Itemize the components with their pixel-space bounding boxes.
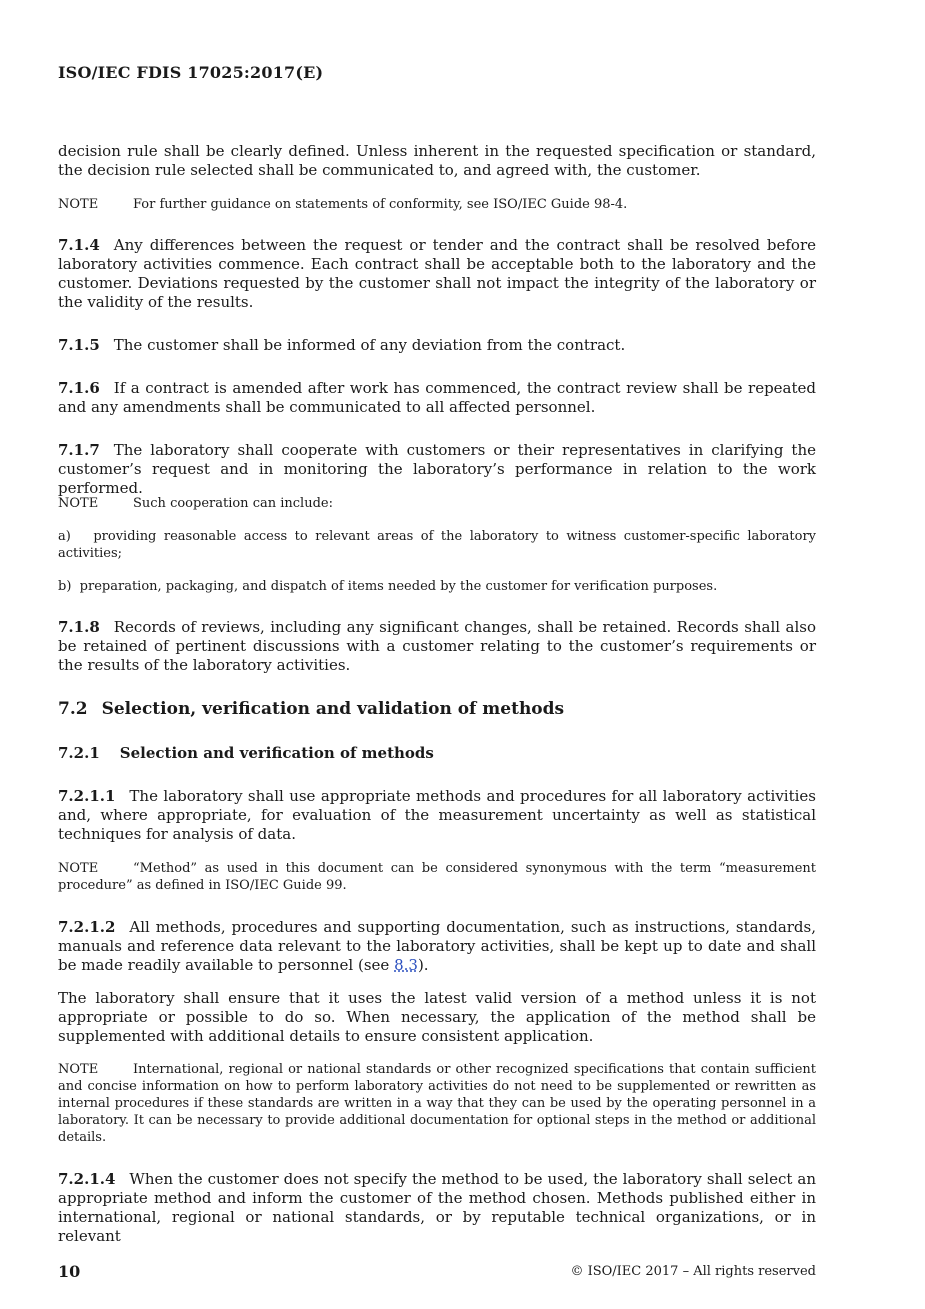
note-method: [58, 860, 816, 894]
note-conformity: [58, 196, 816, 213]
heading-7-2-1: [58, 744, 434, 762]
clause-7-1-6: [58, 379, 816, 417]
note-label: NOTE: [58, 197, 99, 212]
clause-7-2-1-2: [58, 918, 816, 975]
paragraph-decision-rule: decision rule shall be clearly defined. Unless inherent in the requested specification or standard, the decision rule selected shall be communicated to, and agreed with, the customer.: [58, 142, 816, 179]
list-marker: b): [58, 579, 72, 594]
clause-number: 7.1.4: [58, 236, 100, 254]
clause-number: 7.1.6: [58, 379, 100, 397]
list-item-a: [58, 528, 816, 562]
note-label: NOTE: [58, 496, 99, 511]
page-number: 10: [58, 1262, 81, 1281]
note-standards: [58, 1061, 816, 1146]
list-marker: a): [58, 529, 71, 544]
note-label: NOTE: [58, 1062, 99, 1077]
note-label: NOTE: [58, 861, 99, 876]
clause-text: The customer shall be informed of any deviation from the contract.: [113, 336, 626, 354]
heading-number: 7.2: [58, 699, 88, 719]
clause-text: When the customer does not specify the method to be used, the laboratory shall select an appropriate method and inform the customer of the method chosen. Methods published either in international, regional or national standards, or by reputable technical organizations, or in relevant: [58, 1170, 816, 1245]
list-text: providing reasonable access to relevant areas of the laboratory to witness customer-specific laboratory activities;: [58, 529, 817, 561]
clause-7-1-4: [58, 236, 816, 312]
note-text: International, regional or national standards or other recognized specifications that contain sufficient and concise information on how to perform laboratory activities do not need to be supplemented or rewritten as internal procedures if these standards are written in a way that they can be used by the operating personnel in a laboratory. It can be necessary to provide additional documentation for optional steps in the method or additional details.: [58, 1062, 816, 1145]
paragraph-latest-version: The laboratory shall ensure that it uses the latest valid version of a method unless it is not appropriate or possible to do so. When necessary, the application of the method shall be supplemented with additional details to ensure consistent application.: [58, 989, 816, 1045]
link-clause-8-3[interactable]: 8.3: [394, 956, 418, 974]
clause-text: Records of reviews, including any significant changes, shall be retained. Records shall also be retained of pertinent discussions with a customer relating to the customer’s requirements or the results of the laboratory activities.: [58, 618, 816, 674]
note-text: “Method” as used in this document can be considered synonymous with the term “measurement procedure” as defined in ISO/IEC Guide 99.: [58, 861, 816, 893]
document-id: ISO/IEC FDIS 17025:2017(E): [58, 63, 324, 82]
note-text: For further guidance on statements of conformity, see ISO/IEC Guide 98-4.: [133, 197, 628, 212]
clause-number: 7.2.1.4: [58, 1170, 116, 1188]
clause-text: The laboratory shall cooperate with customers or their representatives in clarifying the customer’s request and in monitoring the laboratory’s performance in relation to the work performed.: [58, 441, 816, 497]
heading-7-2: [58, 699, 564, 719]
list-text: preparation, packaging, and dispatch of items needed by the customer for verification purposes.: [79, 579, 718, 594]
clause-number: 7.1.8: [58, 618, 100, 636]
heading-title: Selection, verification and validation of methods: [101, 699, 565, 719]
clause-text: All methods, procedures and supporting documentation, such as instructions, standards, manuals and reference data relevant to the laboratory activities, shall be kept up to date and shall be made readily available to personnel (see: [58, 918, 816, 974]
clause-7-1-8: [58, 618, 816, 675]
clause-number: 7.1.7: [58, 441, 100, 459]
clause-7-2-1-1: [58, 787, 816, 844]
clause-text: The laboratory shall use appropriate methods and procedures for all laboratory activities and, where appropriate, for evaluation of the measurement uncertainty as well as statistical techniques for analysis of data.: [58, 787, 816, 843]
heading-title: Selection and verification of methods: [119, 744, 434, 762]
clause-7-1-5: [58, 336, 816, 355]
clause-7-2-1-4: [58, 1170, 816, 1246]
clause-number: 7.2.1.1: [58, 787, 116, 805]
clause-7-1-7: [58, 441, 816, 498]
clause-text: If a contract is amended after work has commenced, the contract review shall be repeated and any amendments shall be communicated to all affected personnel.: [58, 379, 816, 416]
clause-text-end: ).: [417, 956, 429, 974]
note-cooperation: [58, 495, 816, 512]
heading-number: 7.2.1: [58, 744, 100, 762]
clause-number: 7.1.5: [58, 336, 100, 354]
note-text: Such cooperation can include:: [133, 496, 333, 511]
list-item-b: [58, 578, 816, 595]
clause-text: Any differences between the request or tender and the contract shall be resolved before laboratory activities commence. Each contract shall be acceptable both to the laboratory and the customer. Deviations requested by the customer shall not impact the integrity of the laboratory or the validity of the results.: [58, 236, 816, 311]
copyright-notice: © ISO/IEC 2017 – All rights reserved: [570, 1264, 816, 1279]
clause-number: 7.2.1.2: [58, 918, 116, 936]
